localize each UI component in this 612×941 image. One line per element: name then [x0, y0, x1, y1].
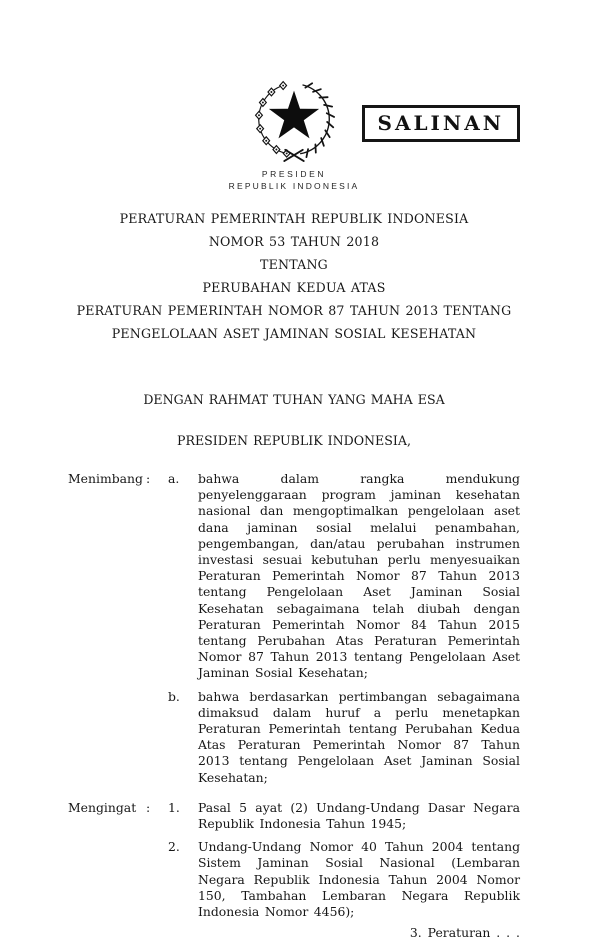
- title-line-subject-3: PENGELOLAAN ASET JAMINAN SOSIAL KESEHATAN: [111, 326, 477, 341]
- mengingat-item-2-marker: 2.: [168, 839, 180, 855]
- mengingat-item-1: [168, 800, 520, 832]
- mengingat-label: Mengingat: [68, 799, 137, 815]
- invocation-text: DENGAN RAHMAT TUHAN YANG MAHA ESA: [143, 392, 445, 407]
- salinan-stamp-label: SALINAN: [377, 111, 504, 135]
- menimbang-item-b-marker: b.: [168, 688, 180, 704]
- menimbang-item-a-marker: a.: [168, 471, 180, 486]
- salinan-stamp: [362, 105, 520, 142]
- menimbang-item-b: [168, 689, 520, 786]
- letterhead-presiden-text: PRESIDEN: [261, 169, 327, 179]
- authority-text: PRESIDEN REPUBLIK INDONESIA,: [177, 433, 411, 448]
- section-menimbang: [68, 471, 520, 786]
- mengingat-colon: :: [146, 799, 151, 815]
- menimbang-item-b-text: bahwa berdasarkan pertimbangan sebagaimana dimaksud dalam huruf a perlu menetapkan Peraturan Pemerintah tentang Perubahan Kedua Atas Peraturan Pemerintah Nomor 87 Tahun 2013 tentang Pengelolaan Aset Jaminan Sosial Kesehatan;: [198, 688, 520, 785]
- mengingat-items: [168, 800, 520, 920]
- presidential-star-wreath-emblem-icon: [242, 74, 346, 164]
- title-line-tentang: TENTANG: [260, 257, 328, 272]
- mengingat-item-1-marker: 1.: [168, 799, 180, 815]
- title-line-regulation: PERATURAN PEMERINTAH REPUBLIK INDONESIA: [119, 211, 469, 226]
- menimbang-item-a-text: bahwa dalam rangka mendukung penyelenggaraan program jaminan kesehatan nasional dan mengoptimalkan pengelolaan aset dana jaminan sosial melalui penambahan, pengembangan, dan/atau perubahan instrumen investasi sesuai kebutuhan perlu menyesuaikan Peraturan Pemerintah Nomor 87 Tahun 2013 tentang Pengelolaan Aset Jaminan Sosial Kesehatan sebagaimana telah diubah dengan Peraturan Pemerintah Nomor 84 Tahun 2015 tentang Perubahan Atas Peraturan Pemerintah Nomor 87 Tahun 2013 tentang Pengelolaan Aset Jaminan Sosial Kesehatan;: [198, 471, 520, 681]
- letterhead-republik-indonesia-text: REPUBLIK INDONESIA: [228, 181, 360, 191]
- mengingat-item-1-text: Pasal 5 ayat (2) Undang-Undang Dasar Negara Republik Indonesia Tahun 1945;: [198, 799, 520, 832]
- menimbang-items: [168, 471, 520, 786]
- page-catchword: 3. Peraturan . . .: [409, 925, 520, 941]
- mengingat-item-2-text: Undang-Undang Nomor 40 Tahun 2004 tentang Sistem Jaminan Sosial Nasional (Lembaran Negara Republik Indonesia Tahun 2004 Nomor 150, Tambahan Lembaran Negara Republik Indonesia Nomor 4456);: [198, 839, 520, 920]
- title-line-subject-1: PERUBAHAN KEDUA ATAS: [202, 280, 386, 295]
- mengingat-item-2: [168, 839, 520, 920]
- section-mengingat: [68, 800, 520, 920]
- regulation-title: [68, 207, 520, 345]
- menimbang-colon: :: [146, 471, 151, 486]
- title-line-number: NOMOR 53 TAHUN 2018: [208, 234, 380, 249]
- menimbang-item-a: [168, 471, 520, 682]
- title-line-subject-2: PERATURAN PEMERINTAH NOMOR 87 TAHUN 2013 TENTANG: [76, 303, 512, 318]
- menimbang-label: Menimbang: [68, 471, 143, 486]
